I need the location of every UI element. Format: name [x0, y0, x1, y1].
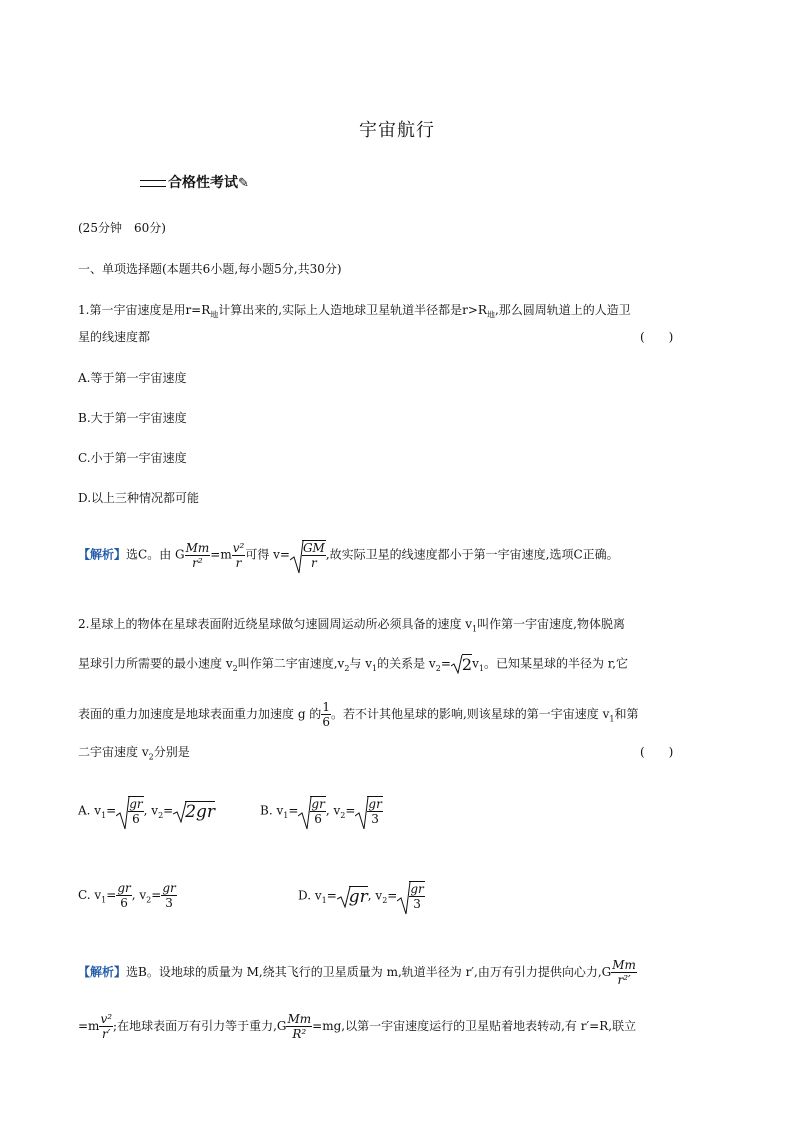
- frac-gr-6: [116, 881, 131, 910]
- eq: =: [163, 803, 174, 818]
- q2-option-c: [78, 881, 177, 910]
- q2-answer-paren: ( ): [640, 745, 674, 759]
- frac-num: 1: [322, 700, 330, 714]
- q2-option-b: [260, 796, 383, 826]
- sub: 2: [148, 752, 154, 762]
- frac-den: 3: [371, 812, 379, 826]
- q2-l1-a: 2.星球上的物体在星球表面附近绕星球做匀速圆周运动所必须具备的速度 v: [78, 617, 473, 631]
- q2-an1-a: 选B。设地球的质量为 M,绕其飞行的卫星质量为 m,轨道半径为 r′,由万有引力提供向心力,G: [126, 965, 612, 979]
- frac-den: r′: [102, 1027, 111, 1041]
- frac-num: gr: [162, 881, 176, 895]
- q1-text-c: ,那么圆周轨道上的人造卫: [494, 303, 631, 317]
- q1-frac-Mm-r2: [185, 541, 211, 570]
- q1-stem-line2: 星的线速度都: [78, 330, 151, 344]
- sqrt-gr: [337, 886, 368, 907]
- q1-option-d: D.以上三种情况都可能: [78, 491, 200, 505]
- q1-analysis-c: 可得 v=: [245, 547, 290, 562]
- sqrt-sign: [355, 796, 369, 830]
- q1-analysis-a: 选C。由 G: [126, 547, 185, 562]
- sub: 2: [344, 663, 350, 673]
- q1-analysis-tag: 【解析】: [78, 547, 127, 562]
- sqrt-content: gr: [348, 886, 368, 907]
- frac-num: Mm: [185, 540, 210, 555]
- q2-l4-b: 分别是: [153, 745, 190, 759]
- q1-stem-line1: [78, 301, 631, 320]
- sub: 1: [472, 624, 478, 634]
- frac-Mm-r2prime: [611, 958, 637, 987]
- sqrt-sign: [451, 654, 463, 674]
- sqrt-sign: [290, 540, 304, 574]
- frac-num: v²: [100, 1012, 113, 1026]
- frac-den: 6: [322, 715, 330, 729]
- q1-sub2: 地: [486, 310, 495, 320]
- q2-stem-line4: [78, 743, 190, 761]
- eq: =: [288, 803, 299, 818]
- eq: =: [106, 803, 117, 818]
- q2-l2-d: 的关系是 v: [377, 656, 436, 671]
- frac-den: r²: [192, 555, 203, 570]
- sqrt-gr-3: [355, 796, 382, 826]
- q2-l2-g: 。已知某星球的半径为 r,它: [483, 656, 628, 671]
- frac-den: 3: [165, 896, 173, 910]
- q1-option-b: B.大于第一宇宙速度: [78, 411, 187, 425]
- sqrt-sign: [397, 881, 411, 915]
- sub: 2: [158, 810, 164, 820]
- q2-l2-c: 与 v: [349, 656, 373, 671]
- q1-analysis-b: =m: [210, 547, 232, 562]
- sub: 1: [101, 895, 107, 905]
- q2-an2-c: =mg,以第一宇宙速度运行的卫星贴着地表转动,有 r′=R,联立: [312, 1019, 637, 1033]
- sub: 1: [283, 810, 289, 820]
- sub: 2: [340, 810, 346, 820]
- frac-den: r: [235, 555, 242, 570]
- comma-v2: , v: [131, 888, 147, 902]
- comma-v2: , v: [367, 888, 383, 903]
- sqrt-gr-3: [397, 881, 424, 911]
- eq: =: [345, 803, 356, 818]
- eq: =: [387, 888, 398, 903]
- frac-num: gr: [129, 797, 143, 811]
- opt-label: D. v: [298, 888, 322, 903]
- pencil-icon: ✎: [238, 176, 249, 191]
- frac-gr-3: [161, 881, 176, 910]
- q1-analysis: [78, 540, 619, 570]
- frac-den: R²: [292, 1027, 307, 1041]
- sub: 2: [146, 895, 152, 905]
- frac-num: Mm: [287, 1012, 312, 1026]
- q2-l2-a: 星球引力所需要的最小速度 v: [78, 656, 233, 671]
- frac-Mm-R2: [286, 1012, 312, 1041]
- q2-l2-e: =: [440, 656, 451, 671]
- opt-label: A. v: [78, 803, 102, 818]
- q1-option-c: C.小于第一宇宙速度: [78, 451, 187, 465]
- frac-num: v²: [232, 540, 245, 555]
- sub: 1: [478, 663, 484, 673]
- time-score: (25分钟 60分): [78, 221, 166, 235]
- frac-num: gr: [410, 882, 424, 896]
- section-label: [140, 172, 249, 192]
- q2-l4-a: 二宇宙速度 v: [78, 745, 149, 759]
- frac-den: 6: [132, 812, 140, 826]
- sub: 2: [232, 663, 238, 673]
- q2-option-d: [298, 881, 425, 911]
- frac-den: r²′: [617, 973, 631, 987]
- sub: 1: [609, 714, 615, 724]
- double-line-decoration: [140, 180, 166, 187]
- opt-label: C. v: [78, 888, 102, 902]
- q1-answer-paren: ( ): [640, 330, 674, 344]
- sqrt-sign: [116, 796, 130, 830]
- sub: 2: [435, 663, 441, 673]
- q1-text-a: 1.第一宇宙速度是用r=R: [78, 303, 211, 317]
- q2-stem-line1: [78, 615, 625, 633]
- frac-num: gr: [311, 797, 325, 811]
- sub: 1: [321, 895, 327, 905]
- opt-label: B. v: [260, 803, 284, 818]
- q2-analysis-tag: 【解析】: [78, 965, 127, 979]
- q1-frac-v2-r: [232, 541, 246, 570]
- sqrt-2gr: [173, 801, 215, 822]
- q2-l3-c: 和第: [614, 707, 639, 721]
- q2-an2-b: ;在地球表面万有引力等于重力,G: [113, 1019, 287, 1033]
- q2-an2-a: =m: [78, 1019, 100, 1033]
- sqrt-sign: [337, 886, 351, 908]
- q2-analysis-line2: [78, 1012, 636, 1041]
- q1-sub1: 地: [210, 310, 219, 320]
- q2-stem-line3: [78, 700, 638, 729]
- q2-l3-a: 表面的重力加速度是地球表面重力加速度 g 的: [78, 707, 322, 721]
- part-one-heading: 一、单项选择题(本题共6小题,每小题5分,共30分): [78, 262, 342, 276]
- eq: =: [151, 888, 162, 902]
- q1-sqrt-GM-r: [290, 540, 326, 570]
- sqrt-gr-6: [298, 796, 325, 826]
- frac-num: gr: [368, 797, 382, 811]
- q2-analysis-line1: [78, 958, 637, 987]
- sub: 1: [101, 810, 107, 820]
- sqrt-2: [451, 654, 472, 674]
- sqrt-sign: [173, 801, 187, 823]
- sqrt-sign: [298, 796, 312, 830]
- eq: =: [326, 888, 337, 903]
- frac-num: gr: [117, 881, 131, 895]
- q2-l3-b: 。若不计其他星球的影响,则该星球的第一宇宙速度 v: [330, 707, 610, 721]
- frac-num: GM: [302, 541, 325, 555]
- frac-v2-rprime: [99, 1012, 113, 1041]
- q1-analysis-d: ,故实际卫星的线速度都小于第一宇宙速度,选项C正确。: [325, 547, 619, 562]
- q1-text-b: 计算出来的,实际上人造地球卫星轨道半径都是r>R: [218, 303, 487, 317]
- q2-l1-b: 叫作第一宇宙速度,物体脱离: [477, 617, 625, 631]
- q2-l2-b: 叫作第二宇宙速度,v: [237, 656, 345, 671]
- q2-option-a: [78, 796, 215, 826]
- sqrt-gr-6: [116, 796, 143, 826]
- sub: 2: [382, 895, 388, 905]
- sub: 1: [372, 663, 378, 673]
- frac-num: Mm: [612, 958, 636, 972]
- section-label-text: 合格性考试: [168, 175, 238, 191]
- frac-den: r: [311, 556, 317, 570]
- eq: =: [106, 888, 117, 902]
- q2-stem-line2: [78, 654, 628, 674]
- q1-option-a: A.等于第一宇宙速度: [78, 371, 187, 385]
- comma-v2: , v: [143, 803, 159, 818]
- frac-den: 6: [120, 896, 128, 910]
- frac-1-6: [321, 700, 331, 729]
- q2-l2-f: v: [472, 656, 479, 671]
- sqrt-content: 2: [461, 655, 473, 674]
- sqrt-content: 2gr: [185, 801, 216, 822]
- frac-den: 6: [314, 812, 322, 826]
- frac-den: 3: [413, 897, 421, 911]
- comma-v2: , v: [325, 803, 341, 818]
- page-title: 宇宙航行: [359, 120, 435, 141]
